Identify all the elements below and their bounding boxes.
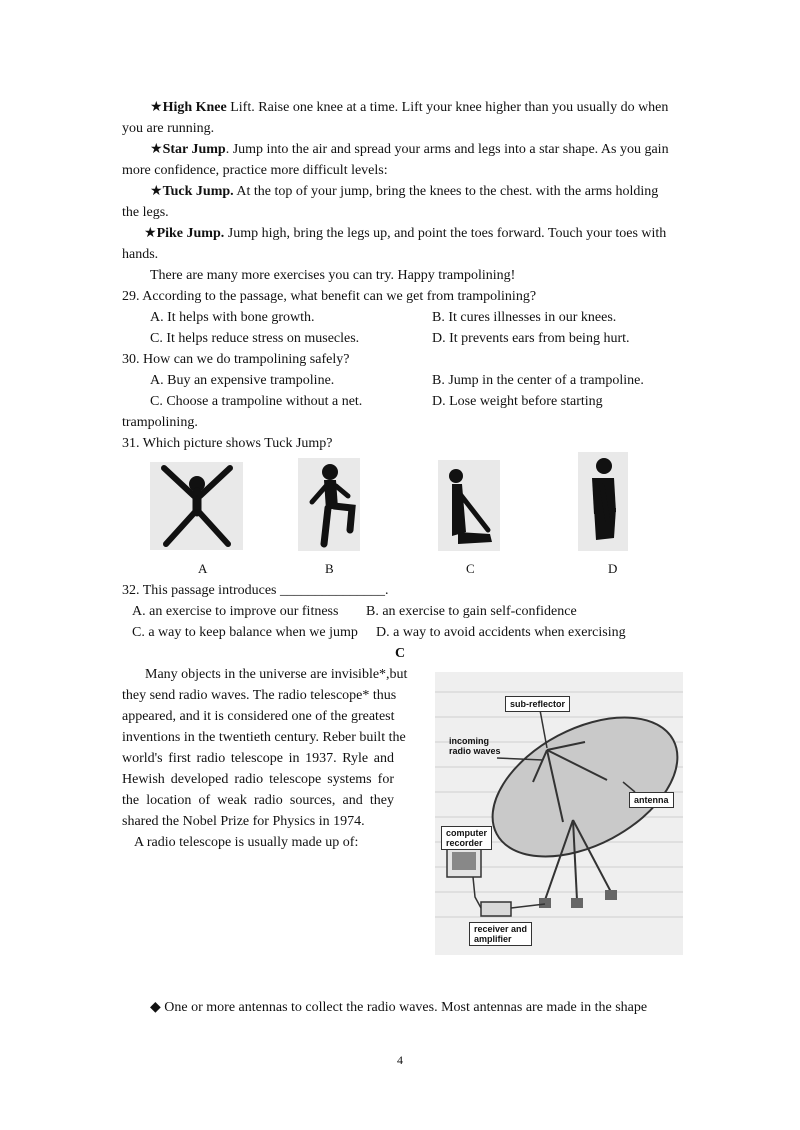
section-c-line: appeared, and it is considered one of the greatest: [122, 709, 395, 724]
bullet-text: One or more antennas to collect the radio waves. Most antennas are made in the shape: [164, 1000, 648, 1015]
label-antenna: antenna: [629, 792, 674, 808]
star-icon: ★: [150, 184, 163, 199]
star-icon: ★: [150, 142, 163, 157]
question-29: 29. According to the passage, what benefit can we get from trampolining?: [122, 289, 537, 304]
option-32a: A. an exercise to improve our fitness: [132, 604, 339, 619]
section-c-line: they send radio waves. The radio telescope* thus: [122, 688, 397, 703]
exercise-continuation: the legs.: [122, 205, 169, 220]
exercise-pike-jump: [144, 225, 666, 243]
exercise-name: High Knee: [162, 100, 227, 115]
option-30b: B. Jump in the center of a trampoline.: [432, 373, 644, 388]
section-c-line: shared the Nobel Prize for Physics in 1974.: [122, 814, 365, 829]
exercise-text: Jump high, bring the legs up, and point the toes forward. Touch your toes with: [224, 226, 667, 241]
option-32c: C. a way to keep balance when we jump: [132, 625, 358, 640]
option-32d: D. a way to avoid accidents when exercising: [376, 625, 626, 640]
label-line: recorder: [446, 838, 483, 848]
label-incoming-radio-waves: [449, 736, 501, 756]
star-icon: ★: [150, 100, 163, 115]
section-c-line: Many objects in the universe are invisible*,but: [145, 667, 408, 682]
section-c-line: the location of weak radio sources, and they: [122, 793, 394, 808]
section-c-heading: C: [394, 646, 406, 661]
exercise-continuation: hands.: [122, 247, 159, 262]
question-30: 30. How can we do trampolining safely?: [122, 352, 350, 367]
label-computer-recorder: [441, 826, 492, 850]
figure-label-d: D: [608, 561, 618, 576]
exercise-high-knee: [150, 99, 668, 117]
section-c-line: world's first radio telescope in 1937. Ryle and: [122, 751, 394, 766]
option-29d: D. It prevents ears from being hurt.: [432, 331, 630, 346]
label-line: receiver and: [474, 924, 528, 934]
option-29b: B. It cures illnesses in our knees.: [432, 310, 617, 325]
figure-c-pike-jump: [438, 460, 500, 551]
figure-b-high-knee: [298, 458, 360, 551]
antenna-bullet: [150, 999, 647, 1017]
question-32: 32. This passage introduces _______________.: [122, 583, 389, 598]
label-line: amplifier: [474, 934, 512, 944]
label-line: incoming: [449, 736, 489, 746]
figure-a-star-jump: [150, 462, 243, 550]
label-receiver-amplifier: [469, 922, 532, 946]
label-line: computer: [446, 828, 488, 838]
diamond-bullet-icon: ◆: [150, 1000, 161, 1015]
option-30a: A. Buy an expensive trampoline.: [150, 373, 335, 388]
option-29c: C. It helps reduce stress on musecles.: [150, 331, 360, 346]
option-29a: A. It helps with bone growth.: [150, 310, 315, 325]
page-number: 4: [397, 1053, 403, 1067]
exercise-tuck-jump: [150, 183, 658, 201]
figure-d-tuck-jump: [578, 452, 628, 551]
exercise-star-jump: [150, 141, 669, 159]
question-31: 31. Which picture shows Tuck Jump?: [122, 436, 333, 451]
section-c-line: inventions in the twentieth century. Reber built the: [122, 730, 406, 745]
exercise-name: Star Jump: [162, 142, 226, 157]
option-30d-continuation: trampolining.: [122, 415, 198, 430]
star-icon: ★: [144, 226, 157, 241]
option-30c: C. Choose a trampoline without a net.: [150, 394, 363, 409]
closing-line: There are many more exercises you can try. Happy trampolining!: [150, 268, 516, 283]
made-up-of-line: A radio telescope is usually made up of:: [134, 835, 359, 850]
option-32b: B. an exercise to gain self-confidence: [366, 604, 577, 619]
radio-telescope-diagram: [435, 672, 683, 955]
label-sub-reflector: sub-reflector: [505, 696, 570, 712]
exercise-text: . Jump into the air and spread your arms and legs into a star shape. As you gain: [225, 142, 669, 157]
figure-label-b: B: [325, 561, 334, 576]
exercise-text: Lift. Raise one knee at a time. Lift your knee higher than you usually do when: [226, 100, 669, 115]
figure-label-a: A: [198, 561, 208, 576]
exercise-continuation: you are running.: [122, 121, 215, 136]
exercise-continuation: more confidence, practice more difficult levels:: [122, 163, 388, 178]
label-line: radio waves: [449, 746, 501, 756]
figure-label-c: C: [466, 561, 475, 576]
option-30d: D. Lose weight before starting: [432, 394, 603, 409]
exercise-text: At the top of your jump, bring the knees to the chest. with the arms holding: [233, 184, 659, 199]
exercise-name: Pike Jump.: [156, 226, 225, 241]
exercise-name: Tuck Jump.: [162, 184, 234, 199]
section-c-line: Hewish developed radio telescope systems for: [122, 772, 394, 787]
